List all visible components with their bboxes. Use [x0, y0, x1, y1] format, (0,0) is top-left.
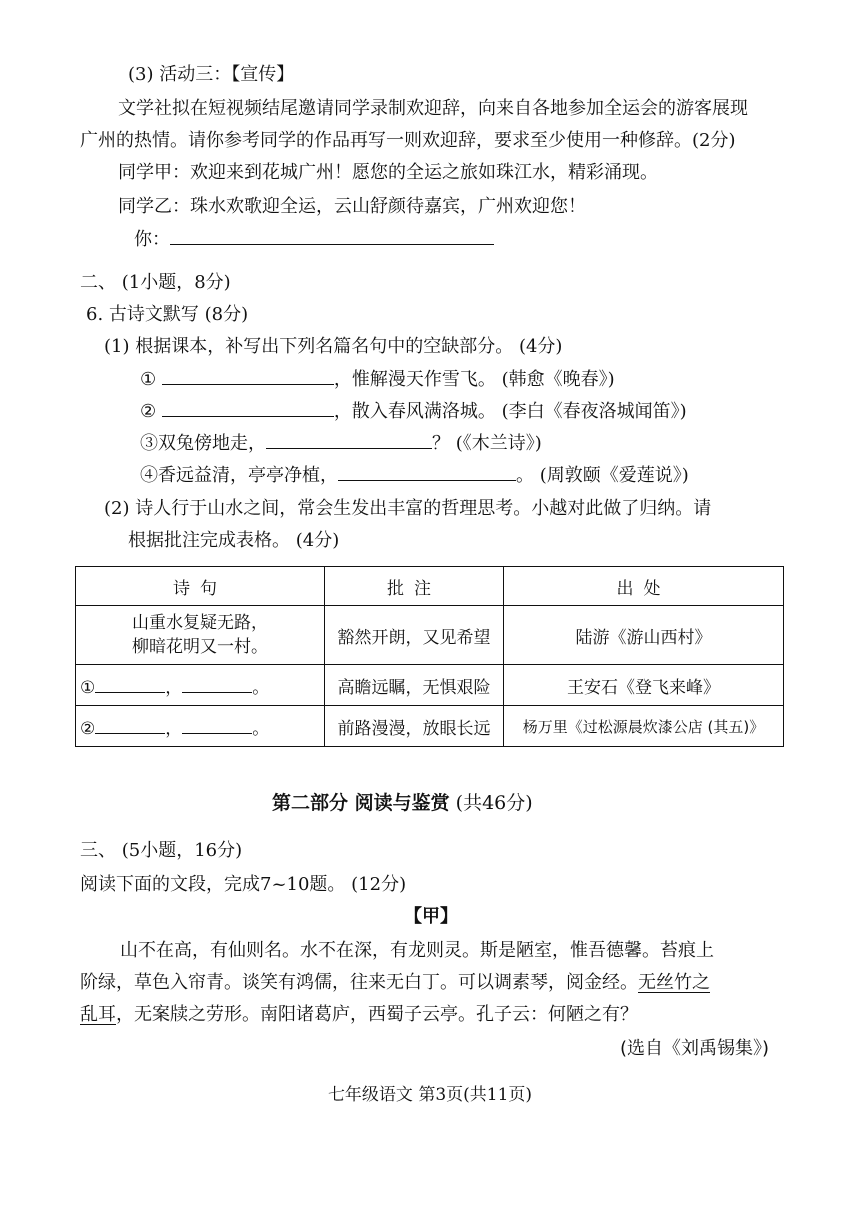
passage-line-1: 山不在高，有仙则名。水不在深，有龙则灵。斯是陋室，惟吾德馨。苔痕上 [120, 940, 714, 961]
item3-post: ？ (《木兰诗》) [432, 433, 542, 454]
row2-source: 王安石《登飞来峰》 [504, 665, 784, 706]
item1-number: ① [140, 369, 157, 390]
answer-blank-item3[interactable] [266, 430, 432, 449]
activity3-prompt-line1: 文学社拟在短视频结尾邀请同学录制欢迎辞，向来自各地参加全运会的游客展现 [118, 98, 748, 119]
row1-line-a: 山重水复疑无路， [132, 613, 268, 633]
row2-poem-cell [76, 665, 325, 706]
table-row [76, 706, 784, 747]
answer-blank-row2-b[interactable] [182, 676, 252, 693]
q6-1-instruction: (1) 根据课本，补写出下列名篇名句中的空缺部分。 (4分) [104, 336, 563, 357]
item3-pre: ③双兔傍地走， [140, 433, 266, 454]
recitation-item-1 [140, 366, 615, 393]
activity3-prompt-line2: 广州的热情。请你参考同学的作品再写一则欢迎辞，要求至少使用一种修辞。(2分) [80, 130, 736, 151]
table-header-row [76, 567, 784, 606]
row2-comma: ， [165, 677, 183, 698]
passage-line-3-text: ，无案牍之劳形。南阳诸葛庐，西蜀子云亭。孔子云：何陋之有？ [116, 1004, 638, 1025]
row1-annotation: 豁然开朗，又见希望 [325, 606, 504, 665]
answer-blank-item4[interactable] [338, 462, 516, 481]
passage-underlined-phrase-a: 无丝竹之 [638, 972, 710, 993]
recitation-item-2 [140, 398, 687, 425]
answer-blank-row3-b[interactable] [182, 717, 252, 734]
item4-post: 。 (周敦颐《爱莲说》) [516, 465, 689, 486]
item4-pre: ④香远益清，亭亭净植， [140, 465, 338, 486]
passage-label-jia: 【甲】 [404, 906, 458, 927]
header-poem-line: 诗句 [76, 567, 325, 606]
student-a-example: 同学甲：欢迎来到花城广州！愿您的全运之旅如珠江水，精彩涌现。 [118, 162, 658, 183]
passage-underlined-phrase-b: 乱耳 [80, 1004, 116, 1025]
answer-blank-row2-a[interactable] [95, 676, 165, 693]
passage-source: (选自《刘禹锡集》) [620, 1038, 770, 1059]
row2-period: 。 [252, 677, 270, 698]
header-annotation: 批注 [325, 567, 504, 606]
part2-score: (共46分) [455, 792, 533, 814]
item2-text: ，散入春风满洛城。 (李白《春夜洛城闻笛》) [333, 401, 687, 422]
row3-comma: ， [165, 718, 183, 739]
q6-title: 6. 古诗文默写 (8分) [86, 304, 249, 325]
row3-source: 杨万里《过松源晨炊漆公店 (其五)》 [504, 706, 784, 747]
passage-line-2-text: 阶绿，草色入帘青。谈笑有鸿儒，往来无白丁。可以调素琴，阅金经。 [80, 972, 638, 993]
poem-table [75, 566, 784, 747]
passage-line-2 [80, 970, 710, 996]
section3-heading: 三、 (5小题，16分) [80, 840, 243, 861]
answer-blank-welcome[interactable] [170, 226, 494, 245]
row1-poem-cell [76, 606, 325, 665]
row3-number: ② [80, 718, 96, 739]
header-source: 出处 [504, 567, 784, 606]
table-row [76, 606, 784, 665]
row2-number: ① [80, 677, 96, 698]
row2-annotation: 高瞻远瞩，无惧艰险 [325, 665, 504, 706]
row3-annotation: 前路漫漫，放眼长远 [325, 706, 504, 747]
row1-source: 陆游《游山西村》 [504, 606, 784, 665]
section2-heading: 二、 (1小题，8分) [80, 272, 231, 293]
item2-number: ② [140, 401, 157, 422]
recitation-item-3 [140, 430, 542, 457]
answer-blank-row3-a[interactable] [95, 717, 165, 734]
q6-2-instruction-line1: (2) 诗人行于山水之间，常会生发出丰富的哲理思考。小越对此做了归纳。请 [104, 498, 712, 519]
item1-text: ，惟解漫天作雪飞。 (韩愈《晚春》) [333, 369, 615, 390]
activity3-heading: (3) 活动三：【宣传】 [128, 64, 295, 85]
answer-blank-item2[interactable] [162, 398, 334, 417]
you-label: 你： [134, 229, 170, 250]
table-row [76, 665, 784, 706]
row1-line-b: 柳暗花明又一村。 [132, 637, 268, 657]
row3-period: 。 [252, 718, 270, 739]
part2-title-row [272, 790, 533, 816]
student-b-example: 同学乙：珠水欢歌迎全运，云山舒颜待嘉宾，广州欢迎您！ [118, 196, 586, 217]
your-answer-row [134, 226, 494, 253]
section3-instruction: 阅读下面的文段，完成7~10题。 (12分) [80, 874, 407, 895]
passage-line-3 [80, 1002, 638, 1028]
answer-blank-item1[interactable] [162, 366, 334, 385]
recitation-item-4 [140, 462, 689, 489]
row3-poem-cell [76, 706, 325, 747]
page-footer: 七年级语文 第3页(共11页) [327, 1085, 533, 1105]
q6-2-instruction-line2: 根据批注完成表格。 (4分) [128, 530, 340, 551]
part2-title: 第二部分 阅读与鉴赏 [272, 792, 450, 814]
